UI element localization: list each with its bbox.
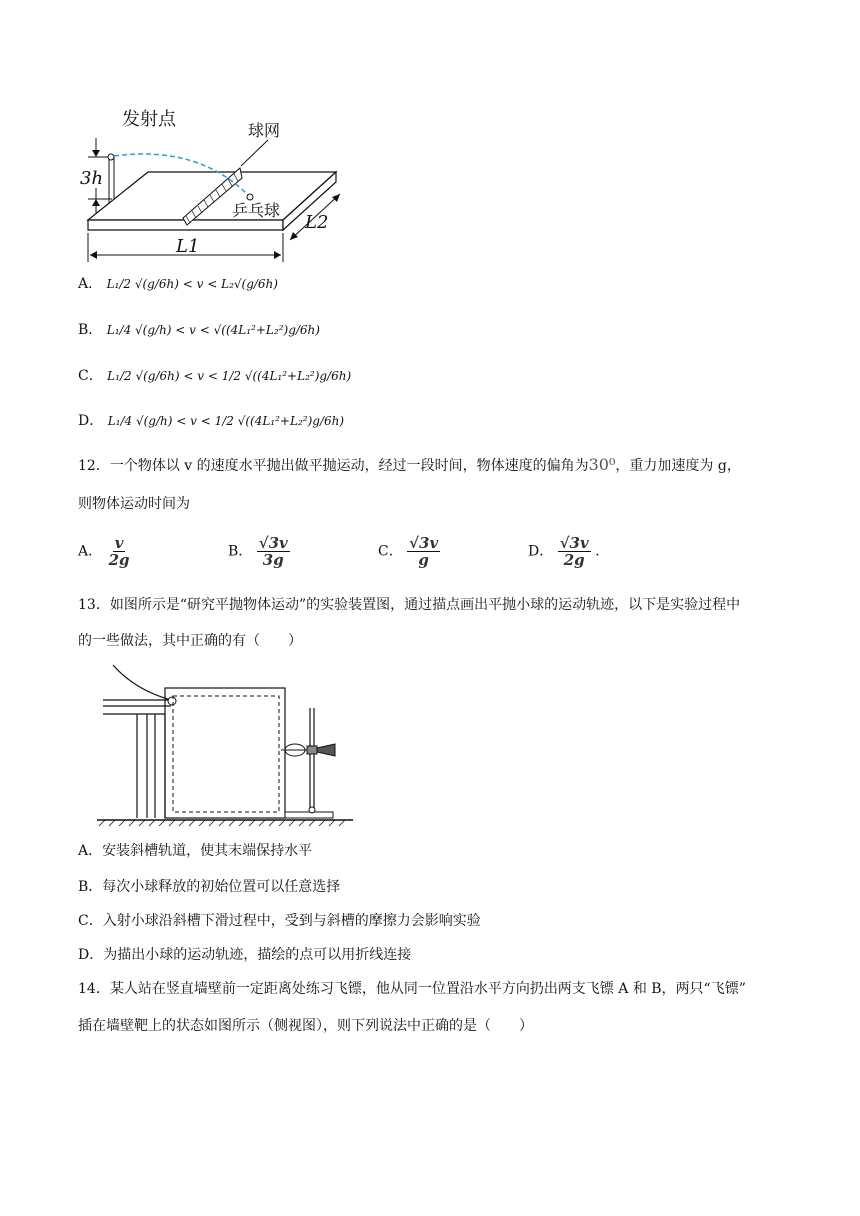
q13-option-b: B．每次小球释放的初始位置可以任意选择: [78, 879, 341, 895]
launch-point-label: 发射点: [122, 109, 176, 130]
q12-stem-line2: 则物体运动时间为: [78, 496, 190, 512]
projectile-apparatus-figure: [95, 660, 357, 830]
q12-option-a: A． $\frac{v}{2g}$: [78, 534, 130, 569]
table-tennis-figure: [78, 100, 348, 270]
q14-stem-line1: 14．某人站在竖直墙壁前一定距离处练习飞镖，他从同一位置沿水平方向扔出两支飞镖 A 和 B，两只“飞镖”: [78, 981, 746, 997]
ball-label: 乒乓球: [232, 201, 281, 220]
q14-stem-line2: 插在墙壁靶上的状态如图所示（侧视图），则下列说法中正确的是（ ）: [78, 1018, 533, 1034]
q13-option-a: A．安装斜槽轨道，使其末端保持水平: [78, 843, 313, 859]
q12-option-d: D． $\frac{√3v}{2g}$ .: [528, 534, 600, 569]
q13-stem-line1: 13．如图所示是“研究平抛物体运动”的实验装置图，通过描点画出平抛小球的运动轨迹，以下是实验过程中: [78, 597, 741, 613]
q12-option-b: B． $\frac{√3v}{3g}$: [228, 534, 288, 569]
q12-stem-line1: 12．一个物体以 v 的速度水平抛出做平抛运动，经过一段时间，物体速度的偏角为30⁰，重力加速度为 g，: [78, 455, 741, 474]
length2-label: L2: [305, 212, 329, 233]
net-label: 球网: [248, 121, 281, 140]
q12-option-c: C． $\frac{√3v}{g}$: [378, 534, 439, 569]
height-label: 3h: [80, 168, 104, 189]
q11-option-d: D． L₁/4 √(g/h) < v < 1/2 √((4L₁²+L₂²)g/6h): [78, 413, 345, 429]
q11-option-c: C． L₁/2 √(g/6h) < v < 1/2 √((4L₁²+L₂²)g/6h): [78, 368, 352, 384]
q12-angle: 30⁰: [588, 455, 616, 474]
length1-label: L1: [176, 236, 200, 257]
q11-option-a: A． L₁/2 √(g/6h) < v < L₂√(g/6h): [78, 276, 278, 292]
q13-option-d: D．为描出小球的运动轨迹，描绘的点可以用折线连接: [78, 947, 412, 963]
q11-option-b: B． L₁/4 √(g/h) < v < √((4L₁²+L₂²)g/6h): [78, 322, 320, 338]
q13-stem-line2: 的一些做法，其中正确的有（ ）: [78, 633, 302, 649]
q13-option-c: C．入射小球沿斜槽下滑过程中，受到与斜槽的摩擦力会影响实验: [78, 913, 481, 929]
